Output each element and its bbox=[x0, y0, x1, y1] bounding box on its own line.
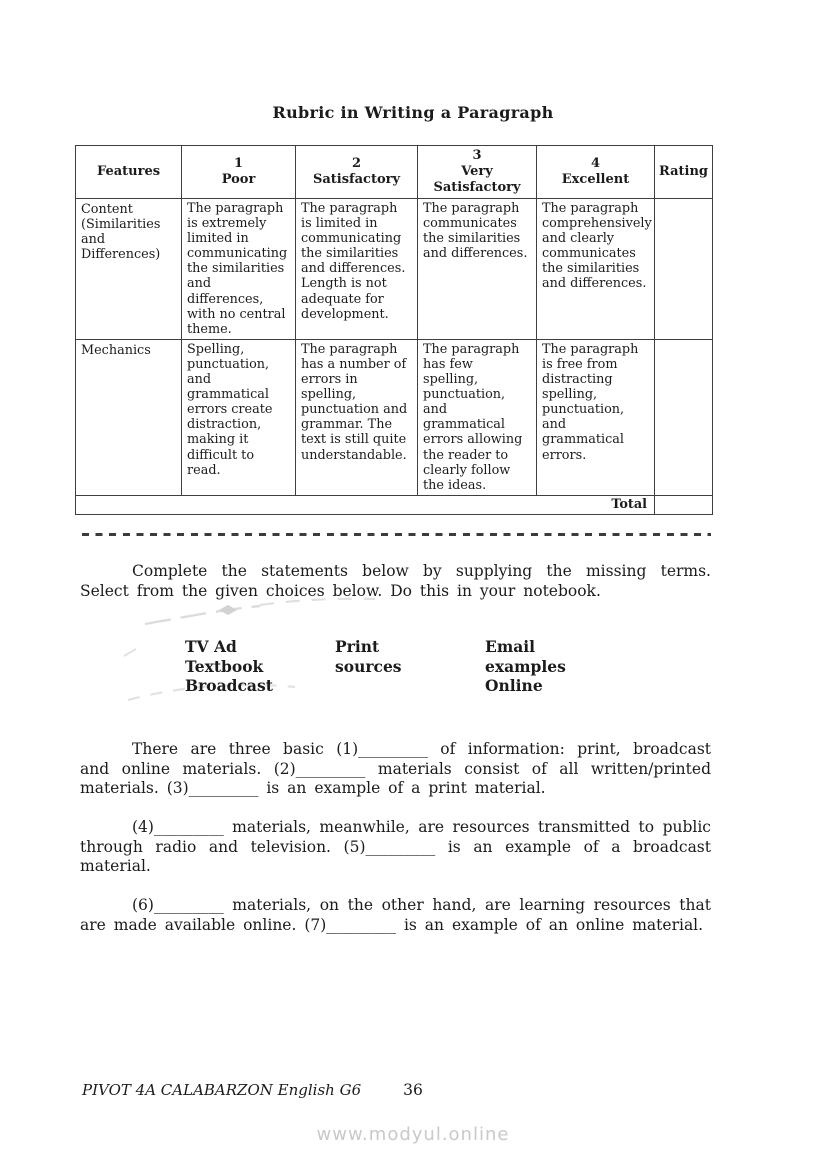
col-header-very-satisfactory bbox=[418, 146, 537, 199]
satisfactory-cell: The paragraph is limited in communicating the similarities and differences. Length is not adequate for development. bbox=[296, 199, 418, 340]
col-header-excellent bbox=[537, 146, 655, 199]
col-header-label: Excellent bbox=[561, 172, 630, 187]
very-satisfactory-cell: The paragraph has few spelling, punctuation, and grammatical errors allowing the reader to clearly follow the ideas. bbox=[418, 339, 537, 495]
col-header-number: 2 bbox=[351, 156, 362, 172]
col-header-rating bbox=[655, 146, 713, 199]
col-header-label: Rating bbox=[658, 164, 708, 180]
col-header-number: 1 bbox=[233, 156, 244, 172]
poor-cell: The paragraph is extremely limited in communicating the similarities and differences, with no central theme. bbox=[182, 199, 296, 340]
word-bank-item: examples bbox=[485, 656, 566, 676]
feature-cell: Content (Similarities and Differences) bbox=[76, 199, 182, 340]
exercise-instruction: Complete the statements below by supplying the missing terms. Select from the given choices below. Do this in your notebook. bbox=[80, 562, 711, 600]
word-bank bbox=[185, 637, 635, 699]
col-header-number: 3 bbox=[472, 148, 482, 164]
word-bank-item: Online bbox=[485, 676, 543, 696]
poor-cell: Spelling, punctuation, and grammatical errors create distraction, making it difficult to read. bbox=[182, 339, 296, 495]
col-header-features bbox=[76, 146, 182, 199]
excellent-cell: The paragraph is free from distracting spelling, punctuation, and grammatical errors. bbox=[537, 339, 655, 495]
col-header-label: Features bbox=[96, 164, 161, 180]
satisfactory-cell: The paragraph has a number of errors in spelling, punctuation and grammar. The text is still quite understandable. bbox=[296, 339, 418, 495]
total-label-cell: Total bbox=[76, 495, 655, 514]
excellent-cell: The paragraph comprehensively and clearly communicates the similarities and differences. bbox=[537, 199, 655, 340]
page-title: Rubric in Writing a Paragraph bbox=[272, 103, 554, 122]
col-header-label: Poor bbox=[221, 172, 256, 187]
page-number: 36 bbox=[403, 1081, 423, 1099]
word-bank-column bbox=[485, 637, 566, 696]
fill-in-paragraph-1: There are three basic (1)_________ of information: print, broadcast and online materials. (2)_________ materials consist of all written/printed materials. (3)_________ is an example of a print material. bbox=[80, 740, 711, 798]
fill-in-paragraph-3: (6)_________ materials, on the other hand, are learning resources that are made available online. (7)_________ is an example of an online material. bbox=[80, 896, 711, 934]
word-bank-item: TV Ad bbox=[185, 637, 237, 656]
word-bank-item: Broadcast bbox=[185, 676, 273, 696]
word-bank-item: Textbook bbox=[185, 656, 264, 676]
col-header-number: 4 bbox=[590, 156, 601, 172]
table-row-mechanics bbox=[76, 339, 713, 495]
dashed-separator bbox=[82, 533, 711, 536]
word-bank-column bbox=[185, 637, 273, 696]
col-header-label: Satisfactory bbox=[312, 172, 401, 187]
fill-in-paragraph-2: (4)_________ materials, meanwhile, are resources transmitted to public through radio and television. (5)_________ is an example of a broadcast material. bbox=[80, 818, 711, 876]
watermark-text: www.modyul.online bbox=[316, 1124, 510, 1145]
col-header-poor bbox=[182, 146, 296, 199]
rubric-table bbox=[75, 145, 713, 515]
total-rating-cell-empty bbox=[655, 495, 713, 514]
rating-cell-empty bbox=[655, 339, 713, 495]
word-bank-item: Email bbox=[485, 637, 536, 656]
col-header-satisfactory bbox=[296, 146, 418, 199]
table-row-total bbox=[76, 495, 713, 514]
rubric-header-row bbox=[76, 146, 713, 199]
rating-cell-empty bbox=[655, 199, 713, 340]
feature-cell: Mechanics bbox=[76, 339, 182, 495]
word-bank-item: sources bbox=[335, 656, 402, 676]
very-satisfactory-cell: The paragraph communicates the similarities and differences. bbox=[418, 199, 537, 340]
word-bank-column bbox=[335, 637, 402, 676]
footer-module-title: PIVOT 4A CALABARZON English G6 bbox=[82, 1081, 362, 1099]
table-row-content bbox=[76, 199, 713, 340]
col-header-label: Very Satisfactory bbox=[433, 164, 521, 195]
word-bank-item: Print bbox=[335, 637, 380, 656]
